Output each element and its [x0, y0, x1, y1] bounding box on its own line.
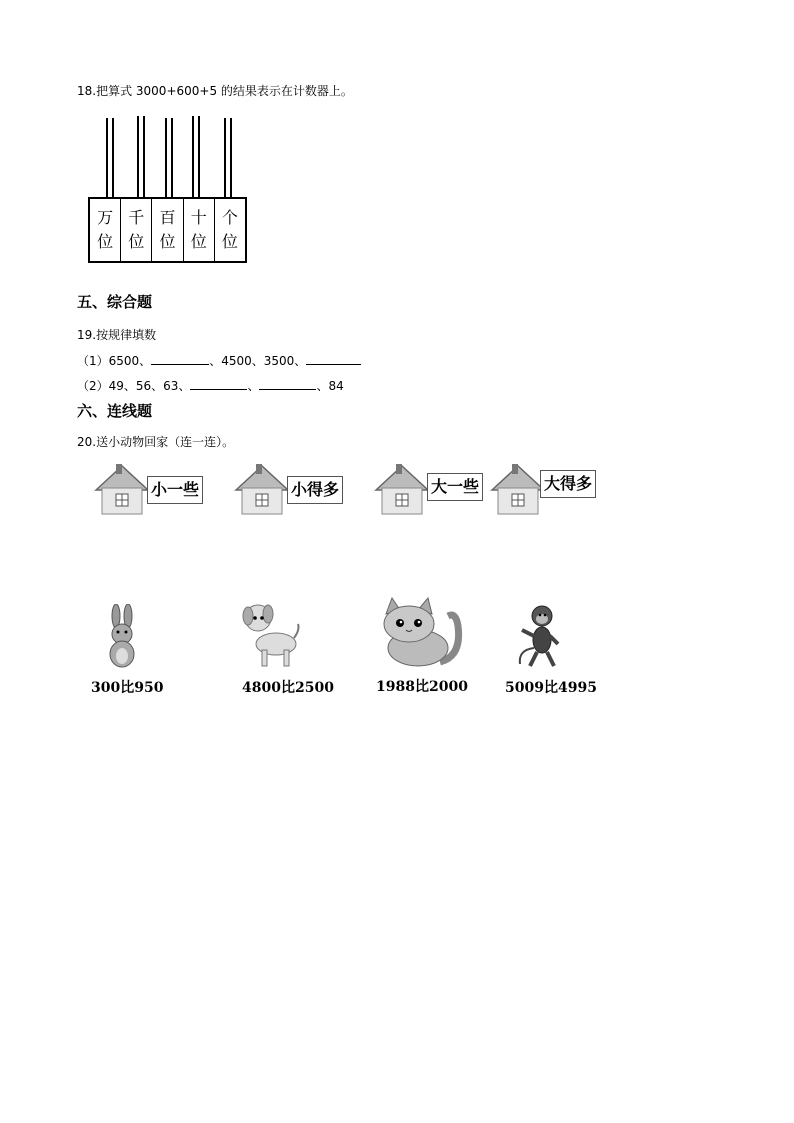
rod-ge-left: [224, 118, 226, 198]
place-value-box: [88, 197, 247, 263]
house-label-3[interactable]: 大一些: [427, 473, 483, 501]
answer-blank[interactable]: [151, 352, 209, 365]
rod-qian-left: [137, 116, 139, 198]
house-icon: [372, 460, 432, 520]
place-qian: 千 位: [121, 199, 152, 261]
place-wan: 万 位: [90, 199, 121, 261]
rod-wan-left: [106, 118, 108, 198]
house-icon: [92, 460, 152, 520]
rod-qian-right: [143, 116, 145, 198]
q19-line-2: （2）49、56、63、 、 、84: [77, 379, 344, 393]
house-label-4[interactable]: 大得多: [540, 470, 596, 498]
house-icon: [232, 460, 292, 520]
question-19-text: 19.按规律填数: [77, 328, 157, 342]
place-ge: 个 位: [221, 208, 238, 251]
question-18-text: 18.把算式 3000+600+5 的结果表示在计数器上。: [77, 84, 353, 98]
animal-label-3: 1988比2000: [376, 679, 468, 695]
question-20-text: 20.送小动物回家（连一连）。: [77, 435, 235, 449]
rod-wan-right: [112, 118, 114, 198]
animal-label-2: 4800比2500: [242, 680, 334, 696]
rabbit-icon[interactable]: [100, 604, 144, 670]
monkey-icon[interactable]: [514, 602, 566, 670]
place-bai: 百 位: [152, 199, 183, 261]
q19-line-1: （1）6500、 、4500、3500、: [77, 352, 361, 369]
rod-ge-right: [230, 118, 232, 198]
cat-icon[interactable]: [378, 596, 464, 670]
rod-shi-right: [198, 116, 200, 198]
answer-blank[interactable]: [259, 377, 316, 390]
house-icon: [488, 460, 548, 520]
dog-icon[interactable]: [240, 600, 302, 670]
rod-bai-left: [165, 118, 167, 198]
animal-label-4: 5009比4995: [505, 680, 597, 696]
house-label-1[interactable]: 小一些: [147, 476, 203, 504]
house-label-2[interactable]: 小得多: [287, 476, 343, 504]
place-shi: 十 位: [184, 199, 215, 261]
rod-shi-left: [192, 116, 194, 198]
section-5-title: 五、综合题: [77, 293, 153, 311]
animal-label-1: 300比950: [91, 680, 164, 696]
section-6-title: 六、连线题: [77, 402, 153, 420]
rod-bai-right: [171, 118, 173, 198]
answer-blank[interactable]: [306, 352, 361, 365]
answer-blank[interactable]: [190, 377, 247, 390]
